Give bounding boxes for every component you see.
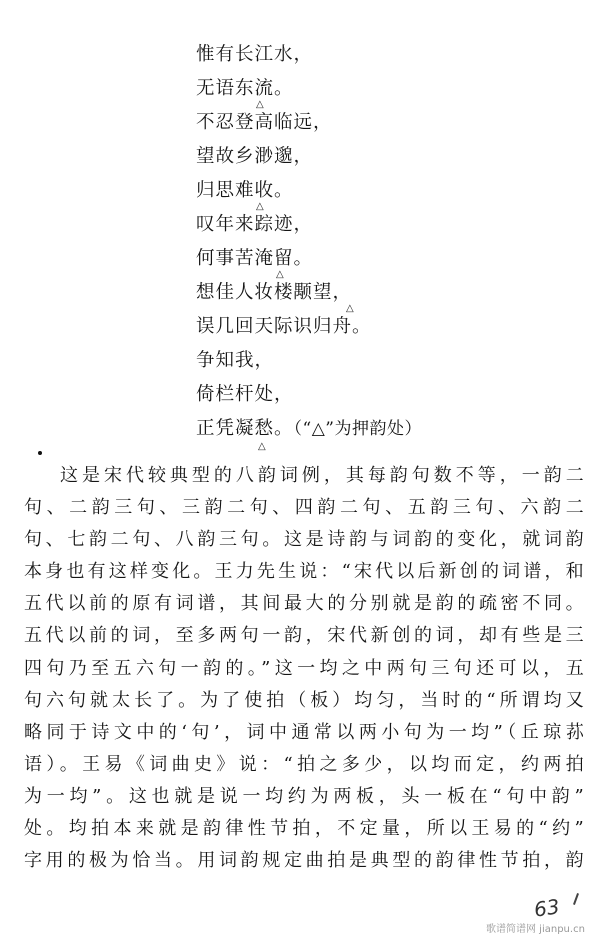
poem-line: 无语东流。: [196, 78, 294, 99]
rhyme-mark: △: [276, 269, 285, 280]
body-line: 字用的极为恰当。用词韵规定曲拍是典型的韵律性节拍，韵: [24, 850, 584, 872]
body-line: 略同于诗文中的‘句’，词中通常以两小句为一均”（丘琼荪: [24, 721, 584, 743]
poem-line: △ 叹年来踪迹，: [196, 201, 314, 235]
body-line: 为一均”。这也就是说一均约为两板，头一板在“句中韵”: [24, 785, 584, 807]
poem-line: △ 想佳人妆楼颙望，: [196, 269, 353, 303]
stray-dot: [38, 451, 42, 455]
body-line: 处。均拍本来就是韵律性节拍，不定量，所以王易的“约”: [24, 818, 584, 840]
body-line: 四句乃至五六句一韵的。”这一均之中两句三句还可以，五: [24, 657, 584, 679]
rhyme-mark: △: [256, 201, 265, 212]
page-number: 63: [532, 894, 561, 922]
body-paragraph: [24, 460, 584, 877]
body-line: 句六句就太长了。为了使拍（板）均匀，当时的“所谓均又: [24, 689, 584, 711]
poem-line: 正凭凝愁。（“△”为押韵处） △: [196, 418, 422, 452]
body-line: 五代以前的原有词谱，其间最大的分别就是韵的疏密不同。: [24, 593, 584, 615]
body-line: 这是宋代较典型的八韵词例，其每韵句数不等，一韵二: [60, 465, 584, 486]
poem-line: △ 误几回天际识归舟。: [196, 303, 372, 337]
rhyme-note: （“△”为押韵处）: [293, 419, 422, 439]
poem-line: 归思难收。: [196, 180, 294, 201]
body-line: 语）。王易《词曲史》说：“拍之多少，以均而定，约两拍: [24, 753, 584, 775]
body-line: 五代以前的词，至多两句一韵，宋代新创的词，却有些是三: [24, 625, 584, 647]
body-line: 句、二韵三句、三韵二句、四韵二句、五韵三句、六韵二: [24, 497, 584, 519]
poem-line: 惟有长江水，: [196, 44, 314, 65]
poem-line: 争知我，: [196, 350, 275, 371]
body-line: 本身也有这样变化。王力先生说：“宋代以后新创的词谱，和: [24, 561, 584, 583]
poem-block: [196, 38, 576, 452]
poem-line: △ 不忍登高临远，: [196, 99, 333, 133]
watermark: 歌谱简谱网 jianpu.cn: [486, 924, 585, 935]
rhyme-mark: △: [346, 303, 355, 314]
rhyme-mark: △: [256, 99, 265, 110]
rhyme-mark: △: [258, 441, 267, 452]
poem-line: 何事苦淹留。: [196, 248, 314, 269]
scan-mark: [573, 893, 579, 905]
body-line: 句、七韵二句、八韵三句。这是诗韵与词韵的变化，就词韵: [24, 529, 584, 551]
poem-line: 倚栏杆处，: [196, 384, 294, 405]
poem-line: 望故乡渺邈，: [196, 146, 314, 167]
